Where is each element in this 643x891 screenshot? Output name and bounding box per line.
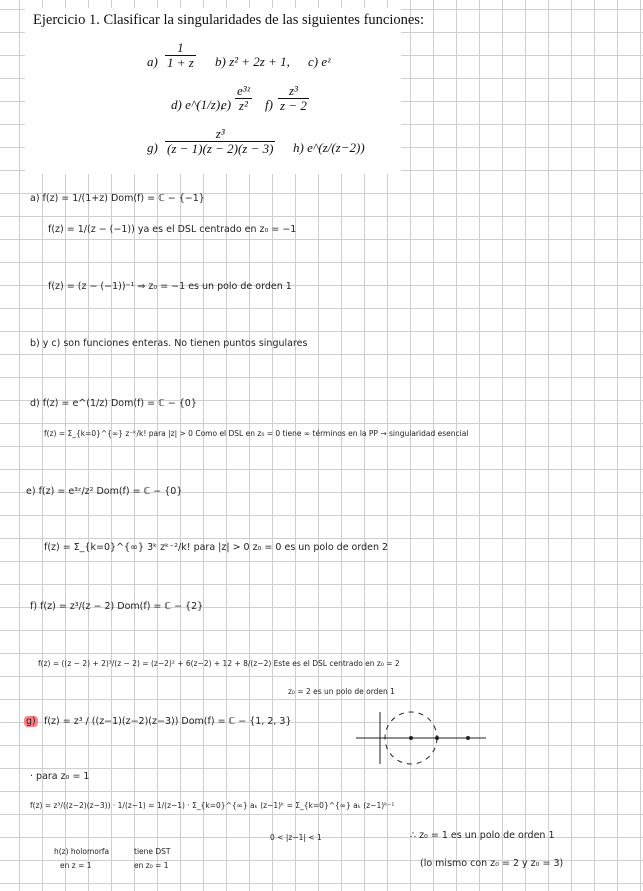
fn-e-fraction: e³ᶻ z² [237, 83, 250, 113]
note-d-line1: d) f(z) = e^(1/z) Dom(f) = ℂ − {0} [30, 398, 197, 409]
fn-a-label: a) [147, 54, 158, 69]
pole-point-3 [466, 736, 470, 740]
exercise-header [25, 8, 424, 174]
note-g-para: · para z₀ = 1 [30, 771, 90, 782]
function-list [25, 8, 401, 174]
fn-c: c) eᶻ [308, 54, 331, 69]
note-g-cond: 0 < |z−1| < 1 [270, 833, 322, 842]
note-e-line1: e) f(z) = e³ᶻ/z² Dom(f) = ℂ − {0} [26, 486, 183, 497]
note-f-line3: z₀ = 2 es un polo de orden 1 [288, 687, 395, 696]
note-g-conclusion: ∴ z₀ = 1 es un polo de orden 1 [410, 830, 555, 841]
fn-g-fraction: z³ (z − 1)(z − 2)(z − 3) [167, 126, 274, 156]
note-g-holo1: h(z) holomorfa [54, 847, 110, 856]
note-g-line1: f(z) = z³ / ((z−1)(z−2)(z−3)) Dom(f) = ℂ − {1, 2, 3} [44, 716, 292, 727]
note-a-line1: a) f(z) = 1/(1+z) Dom(f) = ℂ − {−1} [30, 193, 205, 204]
note-a-line2: f(z) = 1/(z − (−1)) ya es el DSL centrado en z₀ = −1 [48, 224, 297, 235]
fn-g-label: g) [147, 140, 158, 155]
singularities-sketch [354, 708, 488, 768]
exercise-title: Ejercicio 1. Clasificar la singularidades de las siguientes funciones: [33, 12, 424, 28]
note-g-holo2: en z = 1 [60, 861, 92, 870]
note-bc: b) y c) son funciones enteras. No tienen puntos singulares [30, 338, 308, 349]
note-g-label: g) [26, 716, 36, 727]
fn-f-label: f) [265, 97, 273, 112]
fn-d: d) e^(1/z), [171, 97, 224, 112]
pole-point-2 [435, 736, 439, 740]
note-a-line3: f(z) = (z − (−1))⁻¹ ⇒ z₀ = −1 es un polo de orden 1 [48, 281, 292, 292]
fn-e-label: e) [221, 97, 232, 112]
note-g-label-wrap [24, 716, 38, 728]
note-f-line1: f) f(z) = z³/(z − 2) Dom(f) = ℂ − {2} [30, 601, 204, 612]
note-f-line2: f(z) = ((z − 2) + 2)³/(z − 2) = (z−2)² + 6(z−2) + 12 + 8/(z−2) Este es el DSL centrado en z₀ = 2 [38, 659, 400, 668]
fn-a-fraction: 1 1 + z [167, 40, 194, 70]
note-g-same: (lo mismo con z₀ = 2 y z₀ = 3) [420, 858, 564, 869]
note-g-line2: f(z) = z³/((z−2)(z−3)) · 1/(z−1) = 1/(z−1) · Σ_{k=0}^{∞} aₖ (z−1)ᵏ = Σ_{k=0}^{∞} aₖ (z−1)ᵏ⁻¹ [30, 801, 395, 810]
fn-b: b) z² + 2z + 1, [215, 54, 290, 69]
fn-f-fraction: z³ z − 2 [280, 83, 307, 113]
pole-point-1 [409, 736, 413, 740]
note-d-line2: f(z) = Σ_{k=0}^{∞} z⁻ᵏ/k! para |z| > 0 Como el DSL en z₀ = 0 tiene ∞ términos en la PP → singularidad esencial [44, 429, 469, 438]
note-g-dst2: en z₀ = 1 [134, 861, 169, 870]
note-e-line2: f(z) = Σ_{k=0}^{∞} 3ᵏ zᵏ⁻²/k! para |z| > 0 z₀ = 0 es un polo de orden 2 [44, 542, 389, 553]
fn-h: h) e^(z/(z−2)) [293, 140, 365, 155]
note-g-dst1: tiene DST [134, 847, 171, 856]
